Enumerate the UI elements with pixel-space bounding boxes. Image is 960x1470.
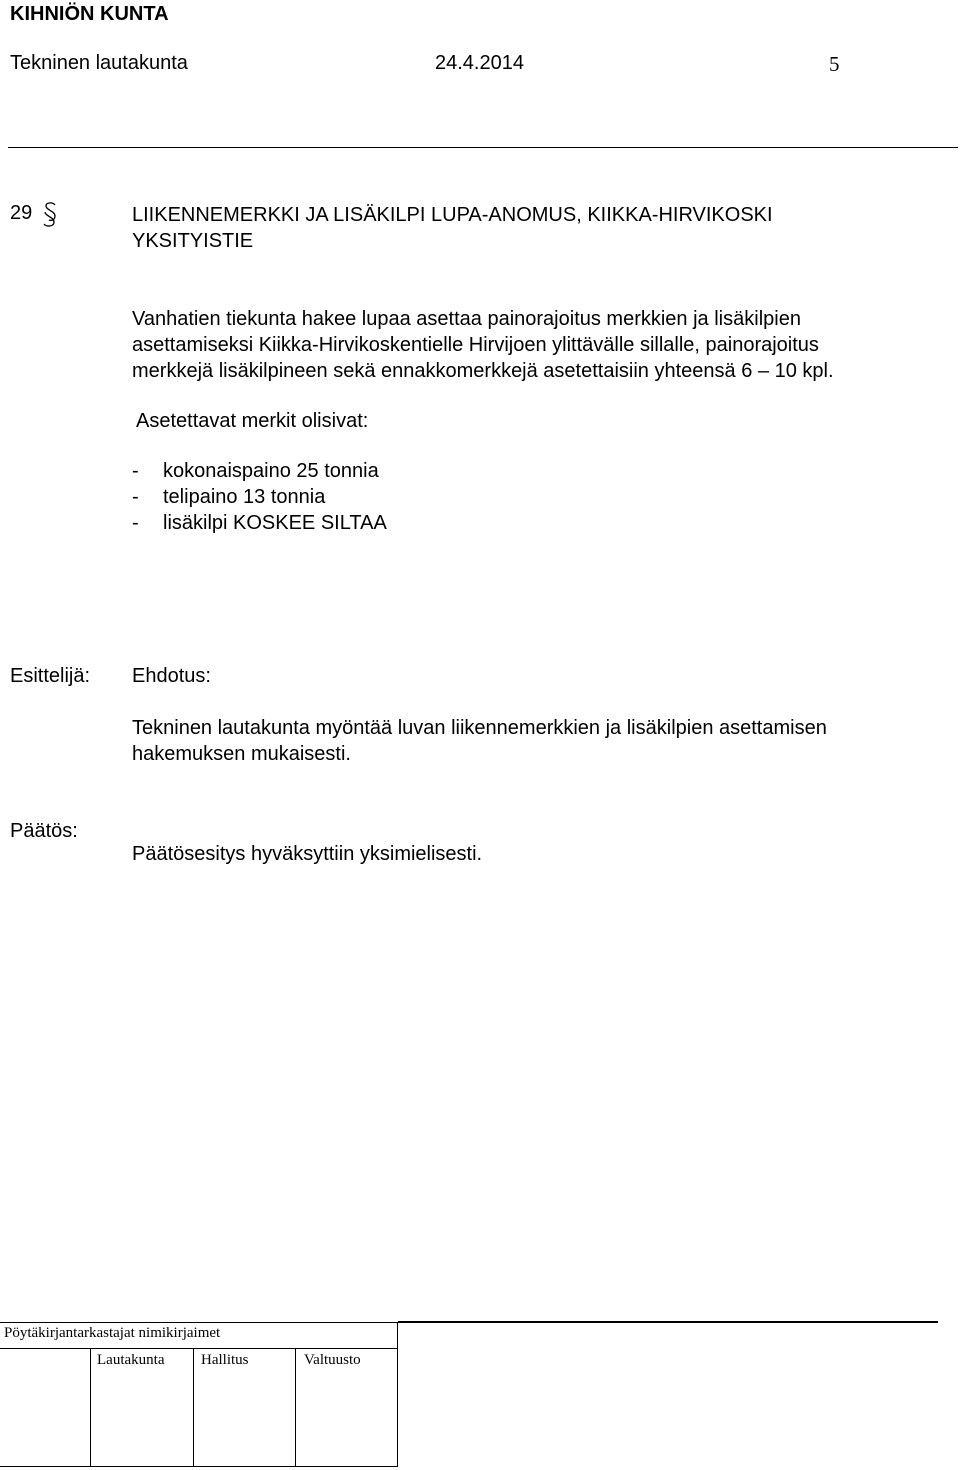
proposal-line: hakemuksen mukaisesti.	[132, 743, 351, 765]
table-divider	[0, 1322, 398, 1323]
section-title	[132, 202, 773, 254]
header-divider	[8, 147, 958, 148]
list-intro: Asetettavat merkit olisivat:	[136, 410, 369, 432]
list-item	[132, 484, 387, 510]
body-paragraph	[132, 306, 834, 384]
proposal-heading: Ehdotus:	[132, 665, 211, 687]
signature-table	[0, 1322, 398, 1467]
meeting-date: 24.4.2014	[435, 52, 524, 74]
page-number: 5	[829, 52, 840, 76]
board-name: Tekninen lautakunta	[10, 52, 188, 74]
section-title-line: YKSITYISTIE	[132, 230, 254, 252]
section-title-line: LIIKENNEMERKKI JA LISÄKILPI LUPA-ANOMUS, KIIKKA-HIRVIKOSKI	[132, 204, 773, 226]
signature-table-label: Pöytäkirjantarkastajat nimikirjaimet	[4, 1325, 221, 1341]
paragraph-line: Vanhatien tiekunta hakee lupaa asettaa painorajoitus merkkien ja lisäkilpien	[132, 308, 801, 330]
table-divider	[0, 1348, 398, 1349]
list-item-text: telipaino 13 tonnia	[163, 486, 326, 508]
list-item	[132, 458, 387, 484]
organization-name: KIHNIÖN KUNTA	[10, 3, 169, 25]
table-column-divider	[295, 1349, 296, 1466]
table-column-header: Valtuusto	[304, 1352, 361, 1368]
list-item	[132, 510, 387, 536]
list-dash: -	[132, 460, 139, 482]
list-item-text: lisäkilpi KOSKEE SILTAA	[163, 512, 387, 534]
proposal-line: Tekninen lautakunta myöntää luvan liikennemerkkien ja lisäkilpien asettamisen	[132, 717, 827, 739]
section-number: 29	[10, 202, 33, 224]
presenter-label: Esittelijä:	[10, 665, 91, 687]
list-dash: -	[132, 512, 139, 534]
list-item-text: kokonaispaino 25 tonnia	[163, 460, 379, 482]
footer-rule	[398, 1321, 938, 1323]
decision-label: Päätös:	[10, 820, 78, 842]
table-column-header: Lautakunta	[97, 1352, 165, 1368]
table-column-divider	[90, 1349, 91, 1466]
paragraph-line: merkkejä lisäkilpineen sekä ennakkomerkkejä asetettaisiin yhteensä 6 – 10 kpl.	[132, 360, 834, 382]
table-column-divider	[193, 1349, 194, 1466]
section-sign-icon	[40, 200, 60, 230]
list-dash: -	[132, 486, 139, 508]
sign-list	[132, 458, 387, 536]
proposal-text	[132, 715, 827, 767]
decision-text: Päätösesitys hyväksyttiin yksimielisesti.	[132, 843, 483, 865]
table-column-header: Hallitus	[201, 1352, 249, 1368]
paragraph-line: asettamiseksi Kiikka-Hirvikoskentielle Hirvijoen ylittävälle sillalle, painorajoitus	[132, 334, 819, 356]
